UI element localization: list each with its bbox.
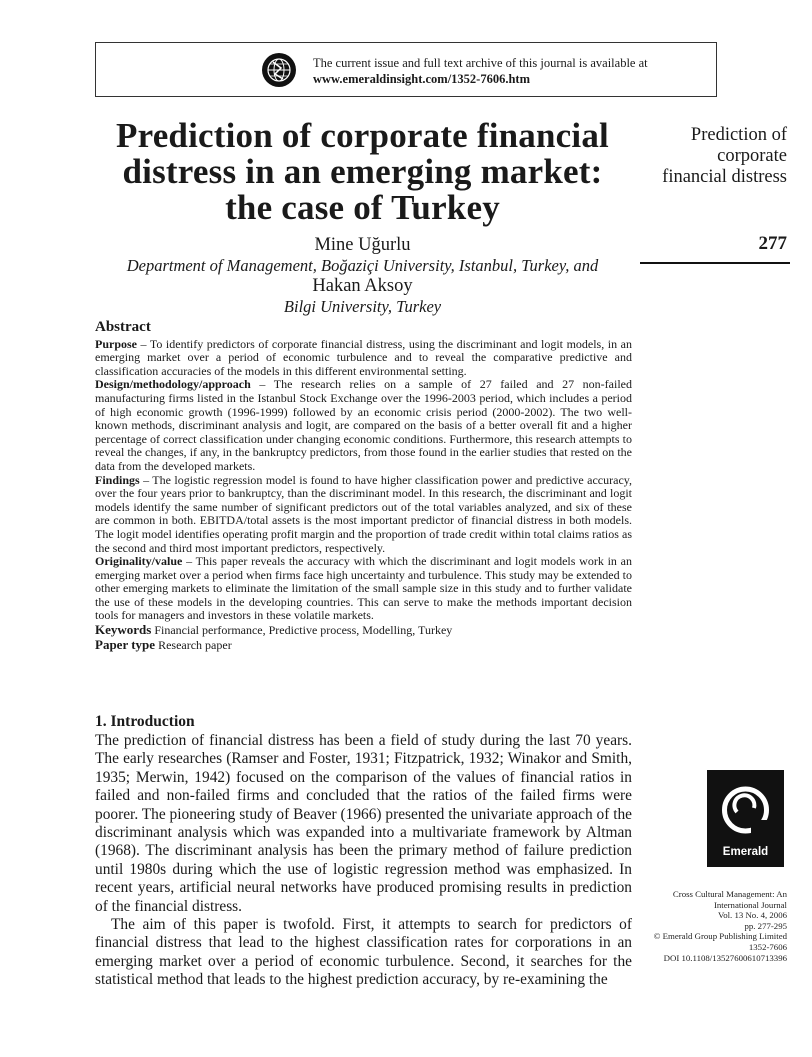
abstract-findings: [95, 474, 632, 556]
keywords-text: Financial performance, Predictive process, Modelling, Turkey: [151, 623, 453, 638]
abstract-design: [95, 378, 632, 473]
paper-type: [95, 638, 632, 653]
author-name: Mine Uğurlu: [314, 235, 411, 255]
keywords-label: Keywords: [95, 622, 152, 638]
abstract-purpose: [95, 338, 632, 379]
introduction-section: [95, 712, 632, 990]
body-paragraph: The aim of this paper is twofold. First, it attempts to search for predictors of financial distress that lead to the highest classification rates for corporations in an emerging market over a period of economic turbulence. Second, it searches for the statistical method that leads to the highest prediction accuracy, by re-examining the: [95, 916, 632, 989]
design-label: Design/methodology/approach: [95, 377, 251, 392]
paper-type-label: Paper type: [95, 636, 156, 652]
header-line: The current issue and full text archive of this journal is available at: [313, 56, 648, 70]
pubinfo-line: International Journal: [713, 899, 787, 910]
abstract-originality: [95, 555, 632, 623]
purpose-label: Purpose: [95, 336, 137, 351]
emerald-logo: [707, 770, 784, 867]
pubinfo-line: 1352-7606: [748, 941, 787, 952]
logo-text: Emerald: [722, 846, 769, 858]
author-name: Hakan Aksoy: [312, 276, 413, 296]
globe-icon: [261, 52, 297, 88]
section-heading: 1. Introduction: [95, 713, 195, 730]
findings-label: Findings: [95, 472, 140, 487]
page-number: 277: [758, 233, 787, 254]
running-title-line: Prediction of: [690, 125, 787, 145]
pubinfo-line: pp. 277-295: [744, 920, 787, 931]
design-text: – The research relies on a sample of 27 failed and 27 non-failed manufacturing firms listed in the Istanbul Stock Exchange over the 1996-2003 period, which includes a period of high economic growth (1996-1999) followed by an economic crisis period (2000-2002). The two well-known methods, discriminant analysis and logit, are compared on the basis of a better overall fit and a higher percentage of correct classification under changing economic conditions. Furthermore, this research attempts to reveal the changes, if any, in the bankruptcy predictors, from those found in the earlier studies that rested on the data from the developed markets.: [95, 377, 632, 473]
purpose-text: – To identify predictors of corporate financial distress, using the discriminant and logit models, in an emerging market over a period of economic turbulence and to reveal the comparative predictive and classification accuracies of the models in this different environmental setting.: [95, 336, 632, 378]
running-title: [617, 125, 787, 188]
journal-url-link[interactable]: www.emeraldinsight.com/1352-7606.htm: [313, 72, 530, 86]
title-line: the case of Turkey: [225, 188, 500, 227]
journal-availability-box: [95, 42, 717, 97]
author-affiliation: Department of Management, Boğaziçi University, Istanbul, Turkey, and: [126, 256, 599, 275]
header-text: [313, 55, 648, 87]
body-paragraph: The prediction of financial distress has been a field of study during the last 70 years. The early researches (Ramser and Foster, 1931; Fitzpatrick, 1932; Winakor and Smith, 1935; Merwin, 1942) focused on the comparison of the values of financial ratios in failed and non-failed firms and concluded that the ratios of the failed firms were poorer. The pioneering study of Beaver (1966) presented the univariate approach of the discriminant analysis which was expanded into a multivariate framework by Altman (1968). The discriminant analysis has been the primary method of failure prediction until 1980s during which the use of logistic regression method was emphasized. In recent years, artificial neural networks have produced promising results in prediction of the financial distress.: [95, 732, 632, 915]
findings-text: – The logistic regression model is found to have higher classification power and predictive accuracy, over the four years prior to bankruptcy, than the discriminant model. In this research, the discriminant and logit models identify the same number of significant predictors out of the total variables analyzed, and six of these are common in both. EBITDA/total assets is the most important predictor of financial distress in both models. The logit model identifies operating profit margin and the proportion of trade credit within total claims ratios as the second and third most important predictors, respectively.: [95, 472, 632, 555]
divider: [640, 262, 790, 264]
pubinfo-line: © Emerald Group Publishing Limited: [653, 931, 787, 942]
article-title: [95, 118, 630, 226]
pubinfo-line: Cross Cultural Management: An: [672, 889, 787, 899]
running-title-line: financial distress: [662, 167, 787, 187]
publication-info: [587, 889, 787, 963]
keywords: [95, 623, 632, 638]
title-line: Prediction of corporate financial: [116, 116, 609, 155]
abstract-heading: Abstract: [95, 319, 151, 335]
originality-label: Originality/value: [95, 554, 183, 569]
pubinfo-line: Vol. 13 No. 4, 2006: [718, 910, 787, 921]
title-line: distress in an emerging market:: [122, 152, 603, 191]
author-affiliation: Bilgi University, Turkey: [283, 297, 442, 316]
originality-text: – This paper reveals the accuracy with which the discriminant and logit models work in an emerging market over a period when firms face high uncertainty and turbulence. This study may be extended to other emerging markets to eliminate the limitation of the small sample size in this study and to further validate the use of these models in the developing countries. This can serve to make the methods important decision tools for managers and investors in these volatile markets.: [95, 554, 632, 623]
abstract: [95, 321, 632, 652]
paper-type-text: Research paper: [155, 637, 232, 652]
pubinfo-line: DOI 10.1108/13527600610713396: [663, 952, 787, 963]
emerald-swirl-icon: [707, 770, 784, 845]
running-title-line: corporate: [717, 146, 787, 166]
